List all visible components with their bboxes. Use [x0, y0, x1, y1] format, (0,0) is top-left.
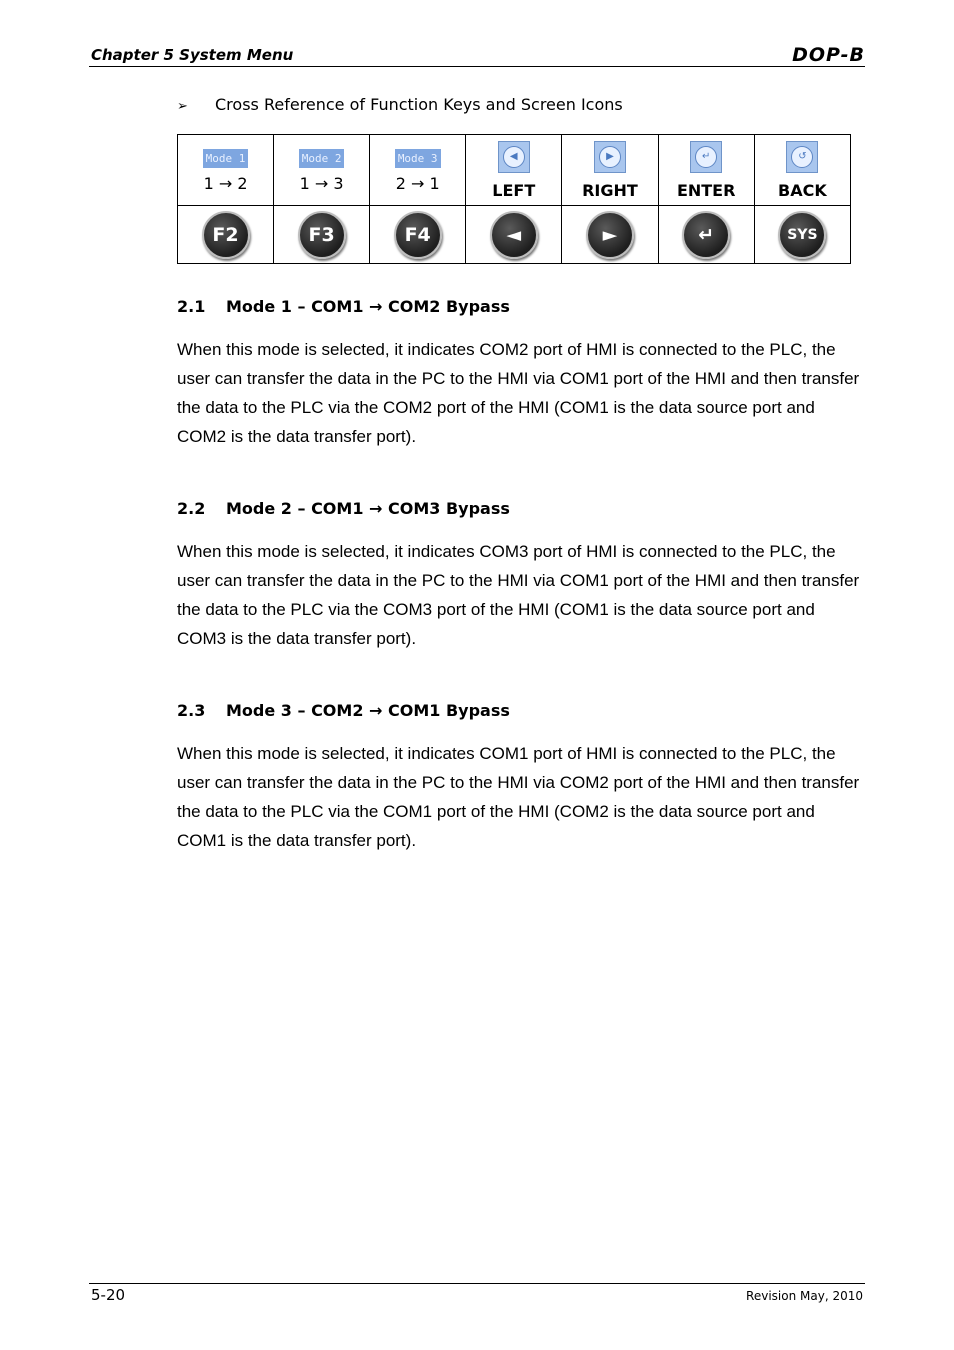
screen-icon-row: [178, 135, 851, 206]
page-header: [89, 44, 865, 67]
left-key-cell: [466, 206, 562, 264]
section-number: 2.2: [177, 499, 206, 518]
key-reference-table: [177, 134, 851, 264]
section-body-2-1: When this mode is selected, it indicates COM2 port of HMI is connected to the PLC, the user can transfer the data in the PC to the HMI via COM1 port of the HMI and then transfer the data to the PLC via the COM2 port of the HMI (COM1 is the data source port and COM2 is the data transfer port).: [177, 340, 860, 446]
mode2-cell: [274, 135, 370, 206]
enter-key-icon: ↵: [682, 211, 730, 259]
f4-key-cell: [370, 206, 466, 264]
mode2-label: 1 → 3: [299, 174, 344, 193]
mode1-label: 1 → 2: [203, 174, 248, 193]
f4-key-icon: F4: [394, 211, 442, 259]
enter-icon: ↵: [690, 141, 722, 173]
f3-key-cell: [274, 206, 370, 264]
intro-text: Cross Reference of Function Keys and Screen Icons: [215, 95, 623, 114]
left-arrow-icon: ◀: [498, 141, 530, 173]
right-cell: [562, 135, 658, 206]
f2-key-icon: F2: [202, 211, 250, 259]
section-body-2-2: When this mode is selected, it indicates COM3 port of HMI is connected to the PLC, the user can transfer the data in the PC to the HMI via COM1 port of the HMI and then transfer the data to the PLC via the COM3 port of the HMI (COM1 is the data source port and COM3 is the data transfer port).: [177, 542, 860, 648]
mode3-badge: Mode 3: [395, 149, 441, 168]
sys-key-icon: SYS: [778, 211, 826, 259]
left-cell: [466, 135, 562, 206]
mode3-label: 2 → 1: [395, 174, 440, 193]
f3-key-icon: F3: [298, 211, 346, 259]
section-body-2-3: When this mode is selected, it indicates COM1 port of HMI is connected to the PLC, the user can transfer the data in the PC to the HMI via COM2 port of the HMI and then transfer the data to the PLC via the COM1 port of the HMI (COM2 is the data source port and COM1 is the data transfer port).: [177, 744, 860, 850]
mode1-cell: [178, 135, 274, 206]
back-icon: ↺: [786, 141, 818, 173]
section-title: Mode 1 – COM1 → COM2 Bypass: [226, 297, 510, 316]
f2-key-cell: [178, 206, 274, 264]
section-heading-2-3: [177, 701, 510, 720]
page-number: 5-20: [91, 1286, 126, 1304]
section-number: 2.3: [177, 701, 206, 720]
sys-key-cell: [754, 206, 850, 264]
section-number: 2.1: [177, 297, 206, 316]
left-label: LEFT: [492, 180, 536, 200]
left-key-icon: ◄: [490, 211, 538, 259]
mode1-badge: Mode 1: [203, 149, 249, 168]
page-footer: [89, 1283, 865, 1304]
section-title: Mode 3 – COM2 → COM1 Bypass: [226, 701, 510, 720]
enter-cell: [658, 135, 754, 206]
chapter-title: Chapter 5 System Menu: [91, 46, 294, 64]
mode3-cell: [370, 135, 466, 206]
section-title: Mode 2 – COM1 → COM3 Bypass: [226, 499, 510, 518]
right-label: RIGHT: [582, 180, 638, 200]
back-cell: [754, 135, 850, 206]
brand-logo: DOP-B: [792, 44, 865, 66]
section-heading-2-1: [177, 297, 510, 316]
right-key-cell: [562, 206, 658, 264]
section-heading-2-2: [177, 499, 510, 518]
intro-bullet-item: [177, 95, 623, 114]
hardware-key-row: [178, 206, 851, 264]
right-key-icon: ►: [586, 211, 634, 259]
mode2-badge: Mode 2: [299, 149, 345, 168]
back-label: BACK: [778, 180, 827, 200]
revision-date: Revision May, 2010: [746, 1289, 863, 1303]
right-arrow-icon: ▶: [594, 141, 626, 173]
enter-key-cell: [658, 206, 754, 264]
bullet-arrow-icon: ➢: [177, 99, 188, 114]
enter-label: ENTER: [676, 180, 736, 200]
